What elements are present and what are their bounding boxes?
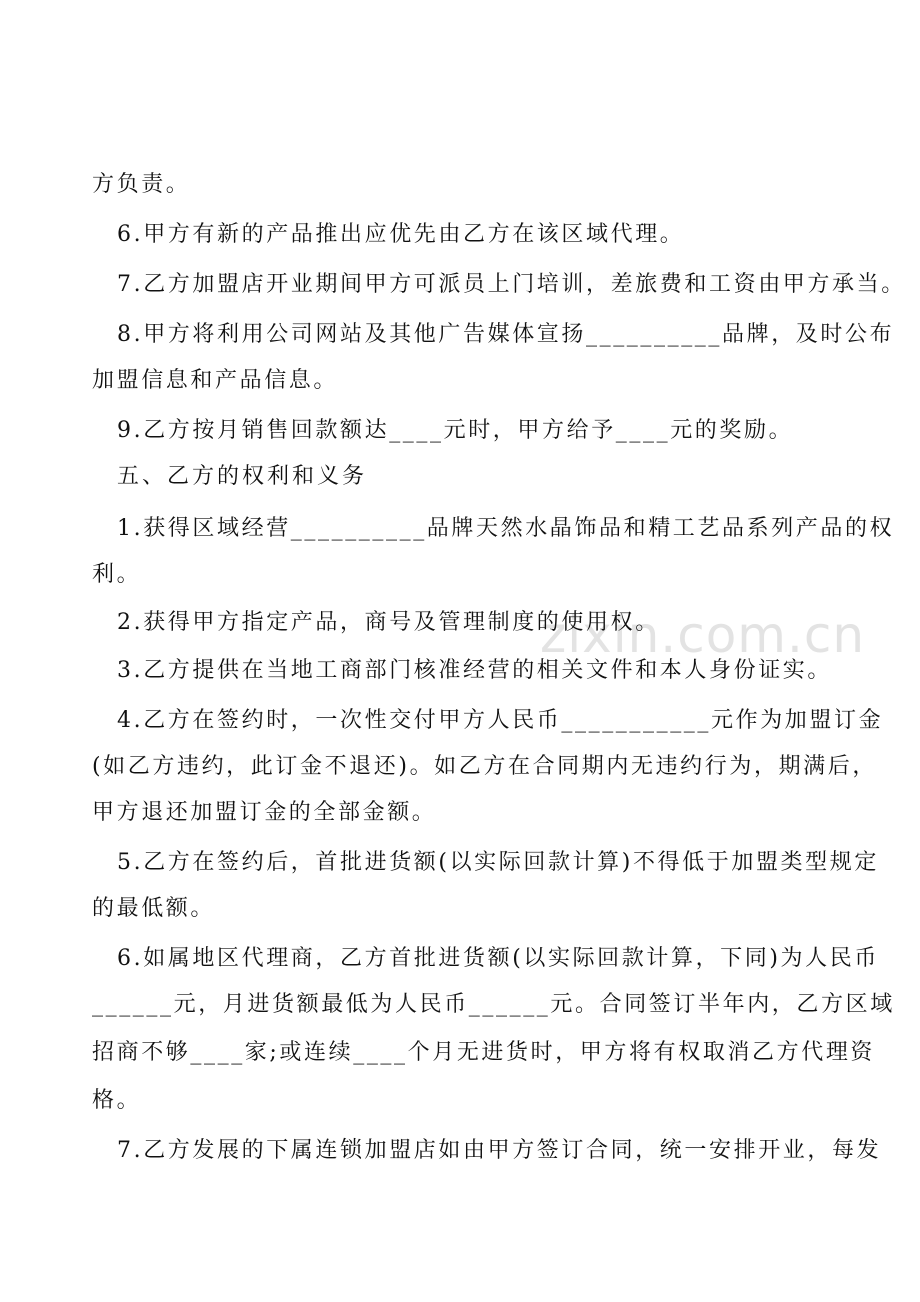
text-line: 招商不够____家;或连续____个月无进货时，甲方将有权取消乙方代理资 bbox=[92, 1040, 876, 1065]
clause-6: 6.甲方有新的产品推出应优先由乙方在该区域代理。 bbox=[117, 222, 685, 247]
section-heading: 五、乙方的权利和义务 bbox=[117, 464, 368, 489]
clause-6: 6.如属地区代理商，乙方首批进货额(以实际回款计算，下同)为人民币 bbox=[117, 946, 879, 971]
text-line: (如乙方违约，此订金不退还)。如乙方在合同期内无违约行为，期满后， bbox=[92, 754, 877, 779]
text-line: 格。 bbox=[92, 1088, 142, 1113]
clause-2: 2.获得甲方指定产品，商号及管理制度的使用权。 bbox=[117, 610, 660, 635]
clause-8: 8.甲方将利用公司网站及其他广告媒体宣扬__________品牌，及时公布 bbox=[117, 322, 895, 347]
text-line: 甲方退还加盟订金的全部金额。 bbox=[92, 800, 437, 825]
watermark: zixin.com.cn bbox=[540, 606, 866, 664]
clause-4: 4.乙方在签约时，一次性交付甲方人民币___________元作为加盟订金 bbox=[117, 708, 884, 733]
clause-3: 3.乙方提供在当地工商部门核准经营的相关文件和本人身份证实。 bbox=[117, 658, 832, 683]
clause-7: 7.乙方发展的下属连锁加盟店如由甲方签订合同，统一安排开业，每发 bbox=[117, 1138, 882, 1163]
text-line: 的最低额。 bbox=[92, 896, 216, 921]
clause-9: 9.乙方按月销售回款额达____元时，甲方给予____元的奖励。 bbox=[117, 418, 794, 443]
text-line: 方负责。 bbox=[92, 172, 191, 197]
clause-1: 1.获得区域经营__________品牌天然水晶饰品和精工艺品系列产品的权 bbox=[117, 516, 895, 541]
clause-7: 7.乙方加盟店开业期间甲方可派员上门培训，差旅费和工资由甲方承当。 bbox=[117, 272, 906, 297]
text-line: 利。 bbox=[92, 562, 142, 587]
text-line: 加盟信息和产品信息。 bbox=[92, 368, 339, 393]
text-line: ______元，月进货额最低为人民币______元。合同签订半年内，乙方区域 bbox=[92, 992, 895, 1017]
clause-5: 5.乙方在签约后，首批进货额(以实际回款计算)不得低于加盟类型规定 bbox=[117, 850, 879, 875]
